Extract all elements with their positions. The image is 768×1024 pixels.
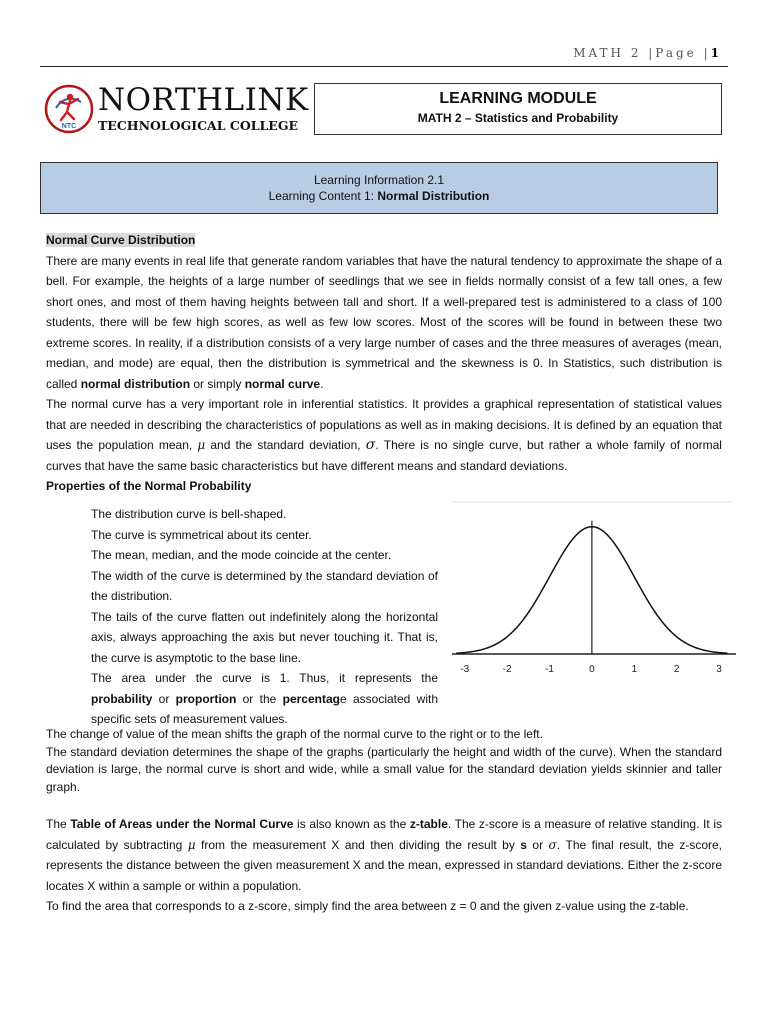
p5-e: . The z-score is a measure of relative standing. It is calculated by subtracting [46, 817, 722, 852]
prop6-mid: or the [236, 691, 283, 706]
p1-text: There are many events in real life that generate random variables that have the natural tendency to approximate the shape of a bell. For example, the heights of a large number of seedlings that we see in fields normally consist of a few tall ones, a few short ones, and most of them having heights between tall and short. If a well-prepared test is administered to a class of 100 students, there will be few high scores, as well as few low scores. Most of the scores will be found in between these two extreme scores. In reality, if a distribution consists of a very large number of cases and the three measures of averages (mean, median, and mode) are equal, then the distribution is symmetrical and the skewness is 0. In Statistics, such distribution is called [46, 253, 722, 391]
page-header [573, 46, 722, 60]
x-tick-label: 0 [589, 664, 595, 675]
college-name: NORTHLINK [98, 82, 309, 118]
paragraph-4: The standard deviation determines the shape of the graphs (particularly the height and width of the curve). When the standard deviation is large, the normal curve is short and wide, while a small value for the standard deviation yields skinnier and taller graph. [46, 744, 722, 794]
p5-bold-ztable: z-table [409, 817, 448, 831]
intro-section [46, 230, 722, 497]
svg-text:NTC: NTC [61, 123, 77, 130]
paragraph-6: To find the area that corresponds to a z-score, simply find the area between z = 0 and the given z-value using the z-table. [46, 899, 689, 913]
paragraph-3: The change of value of the mean shifts the graph of the normal curve to the right or to the left. [46, 727, 543, 741]
p5-bold-s: s [520, 837, 527, 852]
p2-text-a: The normal curve has a very important role in inferential statistics. It provides a graphical representation of statistical values that are needed in describing the characteristics of populations as well as in making decisions. It is defined by an equation that uses the population mean, [46, 397, 722, 452]
closing-section [46, 726, 722, 796]
p5-f: from the measurement X and then dividing the result by [195, 837, 521, 852]
properties-heading: Properties of the Normal Probability [46, 479, 252, 493]
prop6-bold-3: percentag [282, 691, 340, 706]
learning-content-line [41, 188, 717, 204]
properties-list [91, 504, 438, 730]
p5-a: The [46, 817, 71, 831]
p5-h: or [526, 837, 549, 852]
normal-curve-chart [446, 500, 738, 686]
property-item: The mean, median, and the mode coincide at the center. [91, 548, 392, 562]
sigma-symbol: σ [365, 437, 376, 453]
paragraph-2 [46, 394, 722, 476]
p5-i: . The final result, the z-score, represents the distance between the given measurement X and the mean, expressed in standard deviations. Either the z-score locates X within a sample or within a population. [46, 837, 722, 893]
p1-bold-1: normal distribution [80, 376, 191, 391]
module-title: LEARNING MODULE [439, 90, 597, 107]
p5-c: is also known as the [293, 817, 410, 831]
x-tick-label: 1 [631, 664, 638, 675]
page-number: 1 [710, 46, 722, 60]
prop6-or: or [152, 691, 176, 706]
property-item: The distribution curve is bell-shaped. [91, 507, 287, 521]
learning-content-topic: Normal Distribution [377, 189, 490, 203]
property-item: The width of the curve is determined by the standard deviation of the distribution. [91, 568, 438, 603]
prop6-text: The area under the curve is 1. Thus, it represents the [91, 671, 438, 685]
learning-info-line: Learning Information 2.1 [313, 173, 445, 187]
header-rule [40, 66, 728, 67]
p1-end: . [320, 376, 324, 391]
x-tick-label: 2 [673, 664, 680, 675]
property-item: The curve is symmetrical about its center. [91, 527, 312, 542]
prop6-end: e associated with specific sets of measurement values. [91, 691, 438, 726]
p2-text-c: . There is no single curve, but rather a whole family of normal curves that have the same basic characteristics but have different means and standard deviations. [46, 438, 722, 473]
college-logo-icon [44, 84, 94, 134]
page-header-label: MATH 2 |Page | [573, 46, 711, 60]
section-heading: Normal Curve Distribution [46, 233, 196, 247]
paragraph-5 [46, 814, 722, 896]
p5-bold-table: Table of Areas under the Normal Curve [70, 817, 294, 831]
prop6-bold-2: proportion [175, 691, 237, 706]
college-subtitle: TECHNOLOGICAL COLLEGE [98, 118, 299, 133]
x-tick-label: -3 [460, 664, 470, 675]
learning-content-prefix: Learning Content 1: [268, 189, 378, 203]
learning-info-box [40, 162, 718, 214]
p1-mid: or simply [190, 376, 245, 391]
x-tick-label: -2 [502, 664, 512, 675]
x-tick-label: 3 [716, 664, 722, 675]
mu-symbol: μ [187, 837, 196, 852]
paragraph-1 [46, 251, 722, 395]
prop6-bold-1: probability [91, 691, 153, 706]
ztable-section [46, 814, 722, 917]
x-tick-labels [460, 664, 722, 675]
property-item-area [91, 668, 438, 730]
property-item: The tails of the curve flatten out indefinitely along the horizontal axis, always approaching the axis but never touching it. That is, the curve is asymptotic to the base line. [91, 609, 438, 665]
p1-bold-2: normal curve [244, 376, 321, 391]
mu-symbol: μ [197, 438, 206, 452]
x-tick-label: -1 [545, 664, 554, 675]
module-subtitle: MATH 2 – Statistics and Probability [417, 111, 619, 125]
p2-text-b: and the standard deviation, [205, 438, 366, 452]
module-box [314, 83, 722, 135]
sigma-symbol: σ [548, 837, 557, 852]
